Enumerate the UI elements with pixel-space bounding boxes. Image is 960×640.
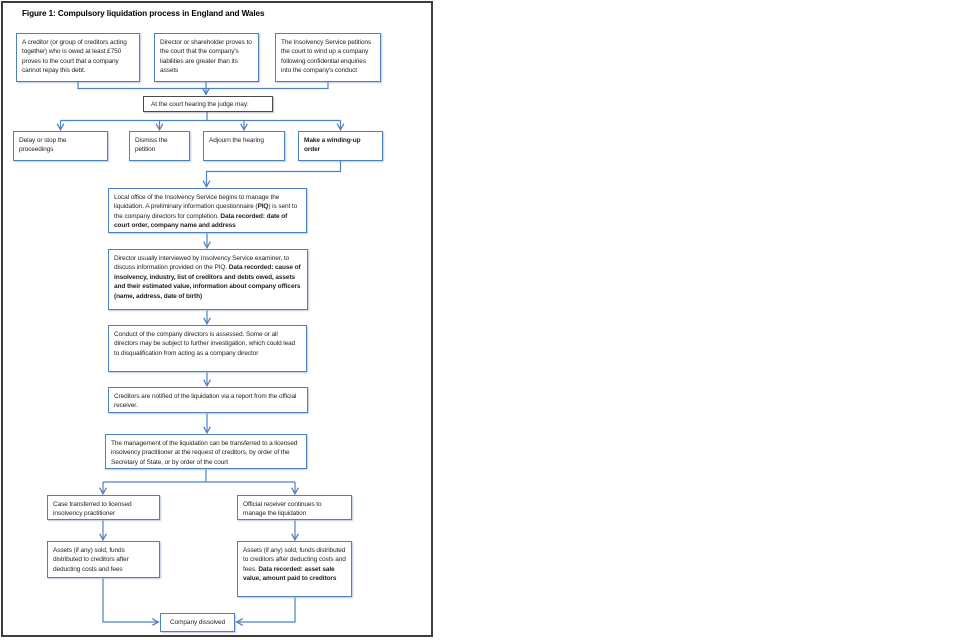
node-text: Dismiss the petition: [135, 137, 168, 154]
node-text: Local office of the Insolvency Service begins to manage the liquidation. A preliminary information questionnaire (: [114, 194, 280, 211]
node-text: Adjourn the hearing: [209, 137, 264, 144]
figure-title: Figure 1: Compulsory liquidation process in England and Wales: [22, 9, 265, 18]
node-assets-sold-left: [47, 541, 160, 578]
node-text: Conduct of the company directors is assessed. Some or all directors may be subject to further investigation, which could lead to disqualification from acting as a company director: [114, 331, 296, 357]
node-text-bold: Data recorded: cause of insolvency, industry, list of creditors and debts owed, assets and their estimated value, information about company officers (name, address, date of birth): [114, 264, 301, 300]
node-text: A creditor (or group of creditors acting together) who is owed at least £750 proves to the court that a company cannot repay this debt.: [22, 39, 127, 75]
node-creditor-petition: [16, 33, 140, 82]
connector-assets-left-to-dissolved: [103, 579, 158, 623]
node-text: Make a winding-up order: [304, 137, 361, 154]
node-text: The Insolvency Service petitions the court to wind up a company following confidential enquiries into the company's conduct: [281, 39, 372, 75]
node-winding-up-order: [298, 131, 383, 161]
node-text: Assets (if any) sold, funds distributed to creditors after deducting costs and fees: [53, 547, 129, 573]
node-dismiss-petition: [129, 131, 190, 161]
node-text: Case transferred to licensed insolvency practitioner: [53, 501, 132, 518]
node-text: Director or shareholder proves to the court that the company's liabilities are greater than its assets: [160, 39, 252, 75]
node-text: Assets (if any) sold, funds distributed to creditors after deducting costs and fees.: [243, 547, 346, 573]
node-local-office: [108, 188, 307, 233]
node-case-transferred: [47, 495, 160, 520]
node-text: ) is sent to the company directors for completion.: [114, 203, 298, 220]
connector-winding-up-to-local-office: [207, 161, 341, 187]
node-text: The management of the liquidation can be transferred to a licensed insolvency practitioner at the request of creditors, by order of the Secretary of State, or by order of the court: [111, 440, 298, 466]
node-text: Director usually interviewed by Insolvency Service examiner, to discuss information provided on the PIQ.: [114, 255, 290, 272]
connector-assets-right-to-dissolved: [237, 598, 295, 623]
node-text-bold: Data recorded: date of court order, company name and address: [114, 212, 288, 230]
node-assets-sold-right: [237, 541, 352, 597]
node-text: Creditors are notified of the liquidation via a report from the official receiver.: [114, 393, 297, 410]
node-creditors-notified: [108, 387, 308, 413]
node-text: Delay or stop the proceedings: [19, 137, 67, 154]
node-text: Company dissolved: [169, 618, 226, 626]
node-conduct-assessed: [108, 325, 307, 372]
connector-petitions-merge: [78, 82, 328, 89]
node-company-dissolved: [160, 613, 235, 632]
node-text-bold: PIQ: [257, 203, 269, 211]
node-director-shareholder-petition: [154, 33, 259, 82]
node-text: Official receiver continues to manage the liquidation: [243, 501, 322, 518]
node-adjourn-hearing: [203, 131, 285, 161]
node-director-interviewed: [108, 249, 308, 310]
node-delay-proceedings: [13, 131, 108, 161]
node-text: At the court hearing the judge may:: [151, 101, 249, 108]
node-text-bold: Data recorded: asset sale value, amount paid to creditors: [243, 565, 337, 583]
node-insolvency-service-petition: [275, 33, 381, 82]
node-official-receiver-continues: [237, 495, 352, 520]
node-management-transfer: [105, 434, 307, 469]
node-judge-options: [143, 96, 273, 112]
